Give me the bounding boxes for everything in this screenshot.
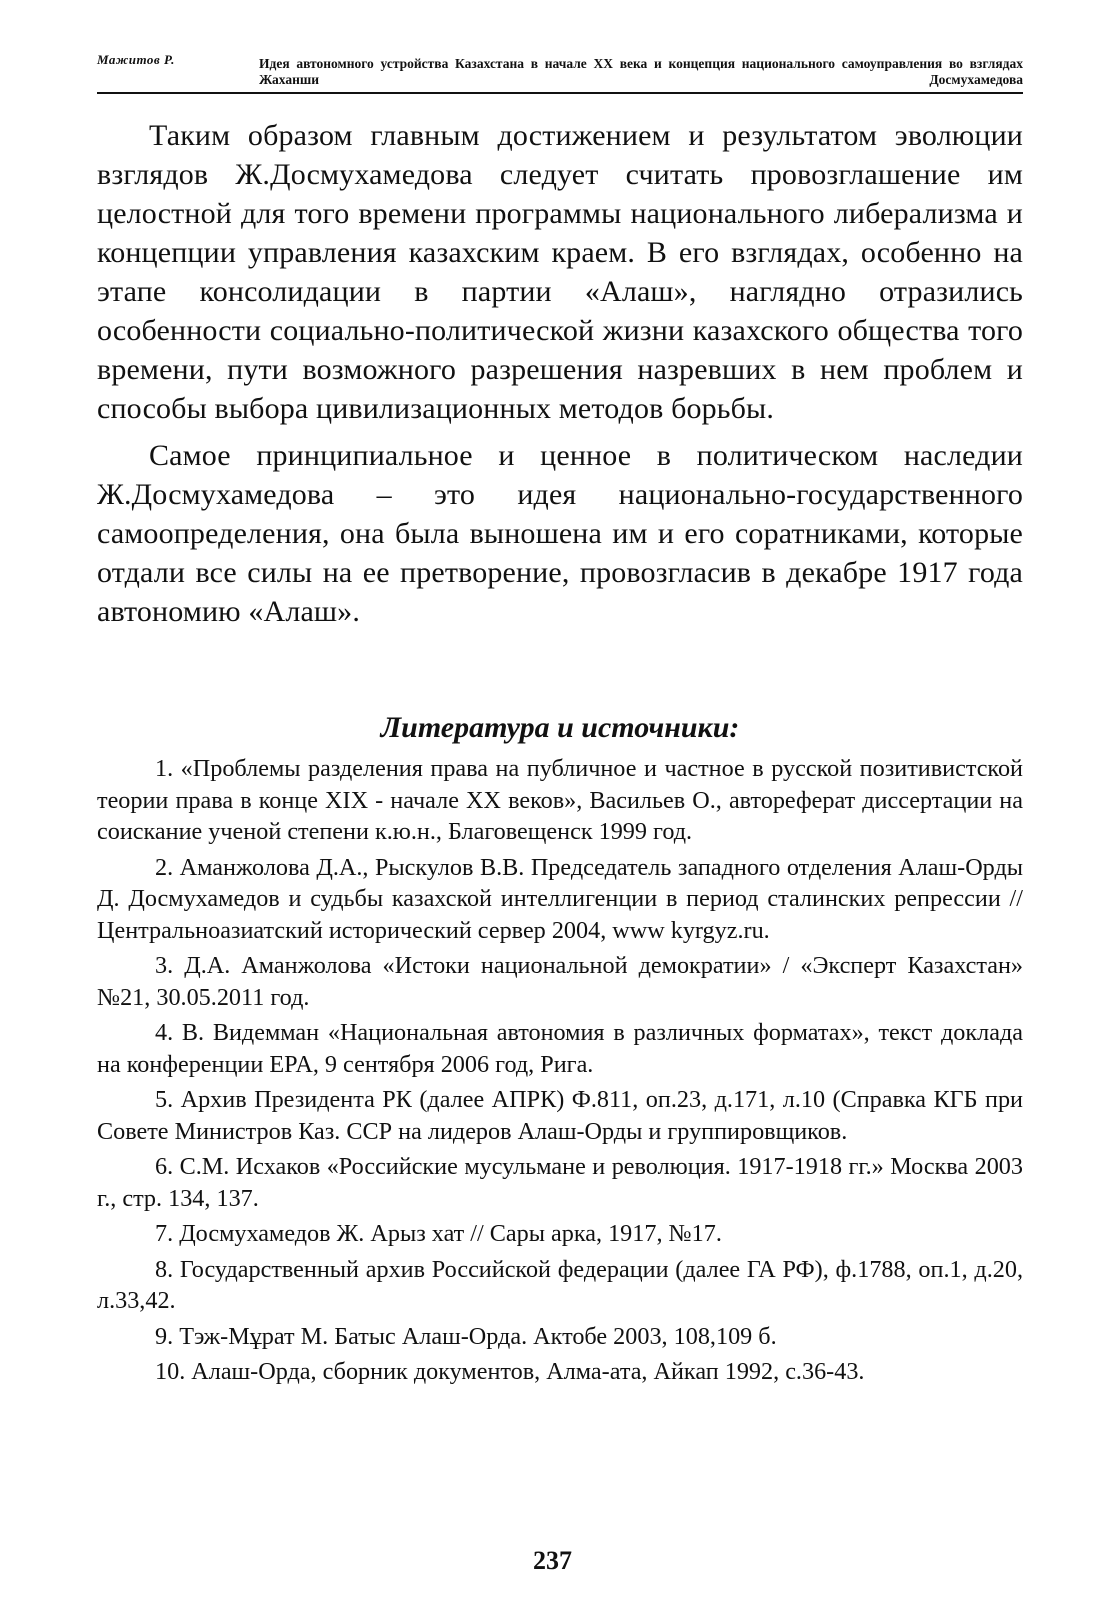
references-heading: Литература и источники:	[380, 711, 740, 744]
page-number: 237	[533, 1546, 572, 1575]
running-header	[97, 48, 1023, 94]
reference-item: 3. Д.А. Аманжолова «Истоки национальной демократии» / «Эксперт Казахстан» №21, 30.05.2011 год.	[97, 952, 1023, 1011]
references-list	[97, 753, 1023, 1388]
reference-item: 10. Алаш-Орда, сборник документов, Алма-ата, Айкап 1992, с.36-43.	[155, 1358, 865, 1385]
reference-item: 7. Досмухамедов Ж. Арыз хат // Сары арка, 1917, №17.	[155, 1220, 722, 1247]
body-paragraph: Таким образом главным достижением и результатом эволюции взглядов Ж.Досмухамедова следует считать провозглашение им целостной для того времени программы национального либерализма и концепции управления казахским краем. В его взглядах, особенно на этапе консолидации в партии «Алаш», наглядно отразились особенности социально-политической жизни казахского общества того времени, пути возможного разрешения назревших в нем проблем и способы выбора цивилизационных методов борьбы.	[97, 119, 1023, 425]
reference-item: 6. С.М. Исхаков «Российские мусульмане и революция. 1917-1918 гг.» Москва 2003 г., стр. 134, 137.	[97, 1153, 1023, 1212]
reference-item: 5. Архив Президента РК (далее АПРК) Ф.811, оп.23, д.171, л.10 (Справка КГБ при Совете Министров Каз. ССР на лидеров Алаш-Орды и группировщиков.	[97, 1086, 1023, 1145]
reference-item: 9. Тэж-Мұрат М. Батыс Алаш-Орда. Актобе 2003, 108,109 б.	[155, 1322, 777, 1350]
reference-item: 1. «Проблемы разделения права на публичное и частное в русской позитивистской теории права в конце XIX - начале XX веков», Васильев О., автореферат диссертации на соискание ученой степени к.ю.н., Благовещенск 1999 год.	[97, 755, 1023, 845]
reference-item: 4. В. Видемман «Национальная автономия в различных форматах», текст доклада на конференции EPA, 9 сентября 2006 год, Рига.	[97, 1019, 1023, 1078]
reference-item: 2. Аманжолова Д.А., Рыскулов В.В. Председатель западного отделения Алаш-Орды Д. Досмухамедов и судьбы казахской интеллигенции в период сталинских репрессии // Центральноазиатский исторический сервер 2004, www kyrgyz.ru.	[97, 853, 1023, 944]
header-title: Идея автономного устройства Казахстана в начале XX века и концепция национального самоуправления во взглядах Жаханши Досмухамедова	[259, 56, 1023, 87]
header-author: Мажитов Р.	[97, 52, 175, 67]
reference-item: 8. Государственный архив Российской федерации (далее ГА РФ), ф.1788, оп.1, д.20, л.33,42.	[97, 1255, 1023, 1314]
body-paragraph: Самое принципиальное и ценное в политическом наследии Ж.Досмухамедова – это идея национально-государственного самоопределения, она была выношена им и его соратниками, которые отдали все силы на ее претворение, провозгласив в декабре 1917 года автономию «Алаш».	[97, 439, 1023, 628]
body-text	[97, 116, 1023, 631]
